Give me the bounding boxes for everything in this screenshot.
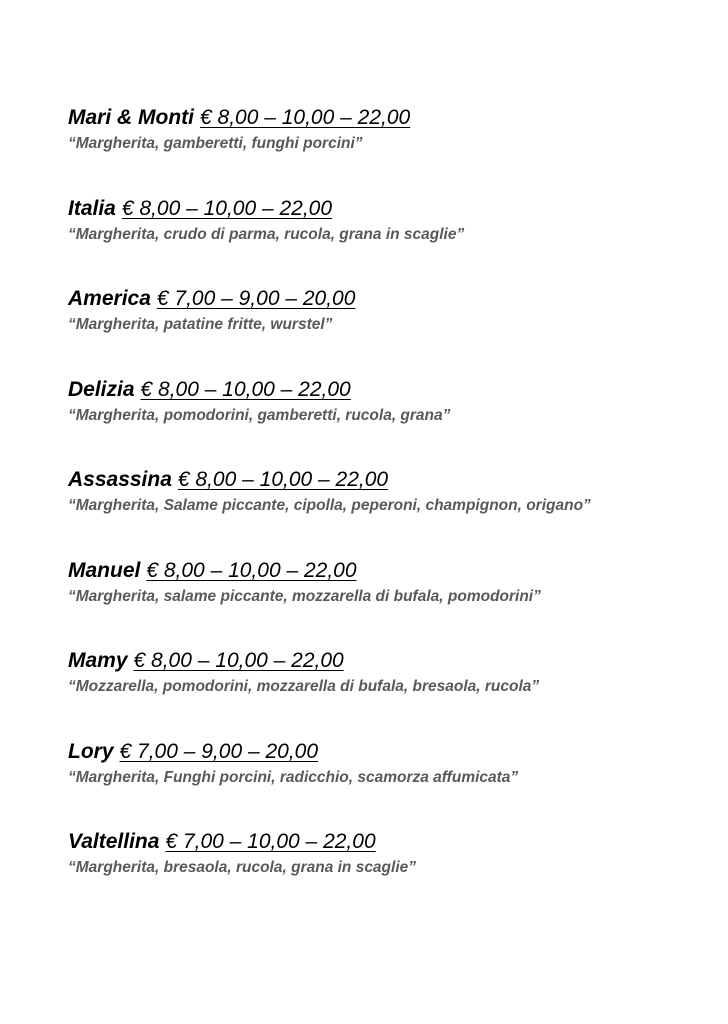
menu-item-title [68, 738, 708, 766]
menu-item-america [68, 285, 708, 376]
menu-item-assassina [68, 466, 708, 557]
pizza-description: “Margherita, pomodorini, gamberetti, rucola, grana” [68, 406, 451, 424]
pizza-description: “Margherita, bresaola, rucola, grana in scaglie” [68, 859, 417, 876]
menu-item-mari-monti [68, 104, 708, 195]
menu-item-title [68, 647, 708, 675]
pizza-description: “Margherita, gamberetti, funghi porcini” [68, 135, 363, 152]
pizza-name: Valtellina [68, 830, 160, 853]
menu-item-title [68, 104, 708, 132]
pizza-name: Delizia [68, 377, 135, 401]
menu-item-title [68, 828, 708, 856]
menu-item-manuel [68, 557, 708, 648]
menu-item-mamy [68, 647, 708, 738]
pizza-description: “Mozzarella, pomodorini, mozzarella di bufala, bresaola, rucola” [68, 678, 540, 695]
pizza-name: Assassina [68, 468, 172, 491]
pizza-menu-list [68, 104, 708, 919]
pizza-price: € 7,00 – 10,00 – 22,00 [165, 830, 376, 853]
pizza-description: “Margherita, salame piccante, mozzarella di bufala, pomodorini” [68, 587, 541, 605]
pizza-name: America [68, 287, 151, 310]
pizza-price: € 8,00 – 10,00 – 22,00 [177, 468, 389, 491]
pizza-name: Mari & Monti [68, 106, 194, 129]
pizza-description: “Margherita, crudo di parma, rucola, grana in scaglie” [68, 225, 465, 243]
pizza-price: € 8,00 – 10,00 – 22,00 [200, 106, 411, 129]
pizza-description: “Margherita, patatine fritte, wurstel” [68, 316, 333, 333]
pizza-name: Italia [68, 196, 116, 220]
menu-item-title [68, 466, 708, 494]
menu-item-italia [68, 195, 708, 286]
pizza-name: Manuel [68, 558, 141, 582]
menu-item-title [68, 557, 708, 585]
menu-item-title [68, 285, 708, 313]
menu-item-valtellina [68, 828, 708, 919]
pizza-price: € 7,00 – 9,00 – 20,00 [119, 739, 319, 763]
pizza-price: € 8,00 – 10,00 – 22,00 [140, 377, 351, 401]
menu-item-title [68, 376, 708, 404]
pizza-description: “Margherita, Salame piccante, cipolla, peperoni, champignon, origano” [68, 497, 591, 514]
menu-item-title [68, 195, 708, 223]
pizza-price: € 8,00 – 10,00 – 22,00 [133, 649, 344, 672]
pizza-name: Mamy [68, 649, 128, 672]
pizza-price: € 7,00 – 9,00 – 20,00 [156, 287, 356, 310]
menu-item-lory [68, 738, 708, 829]
pizza-name: Lory [68, 739, 114, 763]
menu-item-delizia [68, 376, 708, 467]
pizza-price: € 8,00 – 10,00 – 22,00 [146, 558, 357, 582]
pizza-price: € 8,00 – 10,00 – 22,00 [121, 196, 333, 220]
pizza-description: “Margherita, Funghi porcini, radicchio, scamorza affumicata” [68, 768, 519, 786]
